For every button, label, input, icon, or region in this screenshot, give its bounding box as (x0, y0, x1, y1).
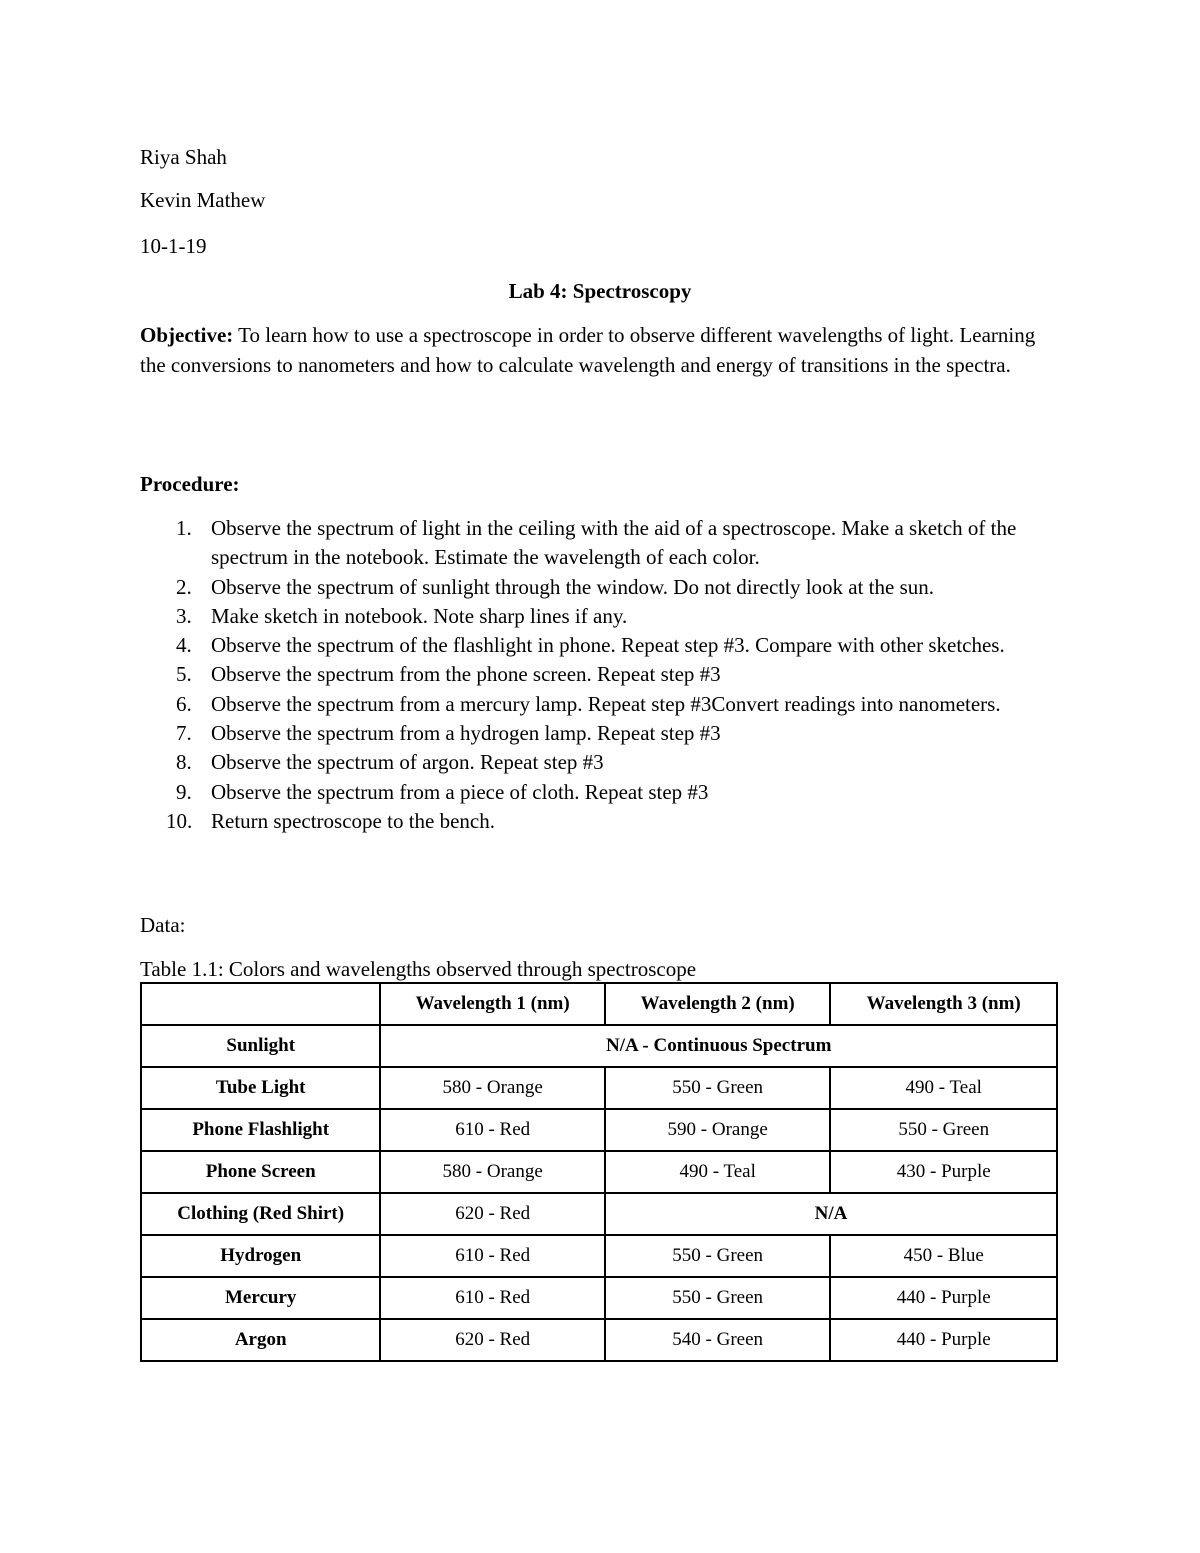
step-number: 4. (176, 633, 192, 658)
procedure-step (140, 690, 1071, 719)
table-cell: 440 - Purple (830, 1277, 1057, 1319)
step-number: 6. (176, 691, 192, 716)
table-cell: 610 - Red (380, 1235, 605, 1277)
step-number: 8. (176, 750, 192, 775)
header-cell-empty (141, 983, 380, 1025)
table-cell: 540 - Green (605, 1319, 831, 1361)
merged-cell: N/A - Continuous Spectrum (380, 1025, 1057, 1067)
step-text: Observe the spectrum from the phone screen. Repeat step #3 (211, 662, 721, 687)
table-row (141, 1151, 1057, 1193)
step-text: Observe the spectrum from a hydrogen lamp. Repeat step #3 (211, 721, 721, 746)
procedure-step (140, 660, 1071, 689)
author-name-1: Riya Shah (140, 145, 227, 169)
row-label: Argon (141, 1319, 380, 1361)
table-cell: 430 - Purple (830, 1151, 1057, 1193)
step-text: Observe the spectrum of light in the ceiling with the aid of a spectroscope. Make a sketch of the spectrum in the notebook. Estimate the wavelength of each color. (211, 516, 1017, 570)
row-label: Tube Light (141, 1067, 380, 1109)
table-cell: 550 - Green (605, 1235, 831, 1277)
row-label: Sunlight (141, 1025, 380, 1067)
table-row (141, 1235, 1057, 1277)
table-row (141, 1025, 1057, 1067)
step-number: 5. (176, 662, 192, 687)
table-cell: 550 - Green (605, 1067, 831, 1109)
procedure-step (140, 514, 1071, 573)
table-cell: 440 - Purple (830, 1319, 1057, 1361)
table-cell: 490 - Teal (830, 1067, 1057, 1109)
header-cell-wavelength-2: Wavelength 2 (nm) (605, 983, 831, 1025)
table-cell: 550 - Green (830, 1109, 1057, 1151)
step-text: Observe the spectrum of the flashlight in phone. Repeat step #3. Compare with other sketches. (211, 633, 1005, 658)
procedure-step (140, 573, 1071, 602)
table-cell: 610 - Red (380, 1277, 605, 1319)
table-cell: 620 - Red (380, 1193, 605, 1235)
step-text: Make sketch in notebook. Note sharp lines if any. (211, 603, 628, 628)
table-row (141, 1067, 1057, 1109)
wavelength-table (140, 982, 1058, 1362)
step-number: 3. (176, 603, 192, 628)
table-cell: 610 - Red (380, 1109, 605, 1151)
step-number: 1. (176, 516, 192, 540)
table-cell: 450 - Blue (830, 1235, 1057, 1277)
table-cell: 580 - Orange (380, 1151, 605, 1193)
procedure-list (140, 514, 1060, 836)
step-number: 9. (176, 779, 192, 804)
table-cell: 490 - Teal (605, 1151, 831, 1193)
step-number: 7. (176, 721, 192, 746)
table-cell: 590 - Orange (605, 1109, 831, 1151)
procedure-step (140, 778, 1071, 807)
table-caption: Table 1.1: Colors and wavelengths observed through spectroscope (140, 957, 697, 981)
table-cell: 620 - Red (380, 1319, 605, 1361)
step-text: Observe the spectrum of sunlight through the window. Do not directly look at the sun. (211, 574, 935, 599)
row-label: Hydrogen (141, 1235, 380, 1277)
step-number: 2. (176, 574, 192, 599)
procedure-step (140, 631, 1071, 660)
row-label: Mercury (141, 1277, 380, 1319)
step-text: Observe the spectrum from a mercury lamp. Repeat step #3Convert readings into nanometers. (211, 691, 1001, 716)
row-label: Clothing (Red Shirt) (141, 1193, 380, 1235)
table-row (141, 1277, 1057, 1319)
data-label: Data: (140, 913, 186, 937)
header-cell-wavelength-3: Wavelength 3 (nm) (830, 983, 1057, 1025)
procedure-step (140, 602, 1071, 631)
table-row (141, 1193, 1057, 1235)
table-row (141, 1109, 1057, 1151)
step-text: Observe the spectrum from a piece of cloth. Repeat step #3 (211, 779, 709, 804)
table-cell: 580 - Orange (380, 1067, 605, 1109)
merged-cell: N/A (605, 1193, 1057, 1235)
table-cell: 550 - Green (605, 1277, 831, 1319)
procedure-heading: Procedure: (140, 472, 240, 496)
objective-label: Objective: (140, 323, 234, 347)
row-label: Phone Flashlight (141, 1109, 380, 1151)
author-name-2: Kevin Mathew (140, 188, 266, 212)
procedure-step (140, 748, 1071, 777)
table-row (141, 1319, 1057, 1361)
procedure-step (140, 719, 1071, 748)
step-text: Return spectroscope to the bench. (211, 808, 495, 833)
step-number: 10. (166, 808, 193, 833)
row-label: Phone Screen (141, 1151, 380, 1193)
document-title: Lab 4: Spectroscopy (508, 279, 692, 303)
step-text: Observe the spectrum of argon. Repeat step #3 (211, 750, 604, 775)
objective-paragraph (140, 321, 1060, 380)
report-date: 10-1-19 (140, 234, 207, 258)
procedure-step (140, 807, 1071, 836)
objective-text: To learn how to use a spectroscope in order to observe different wavelengths of light. Learning the conversions to nanometers and how to calculate wavelength and energy of transitions in the spectra. (140, 323, 1036, 377)
header-cell-wavelength-1: Wavelength 1 (nm) (380, 983, 605, 1025)
table-header-row (141, 983, 1057, 1025)
